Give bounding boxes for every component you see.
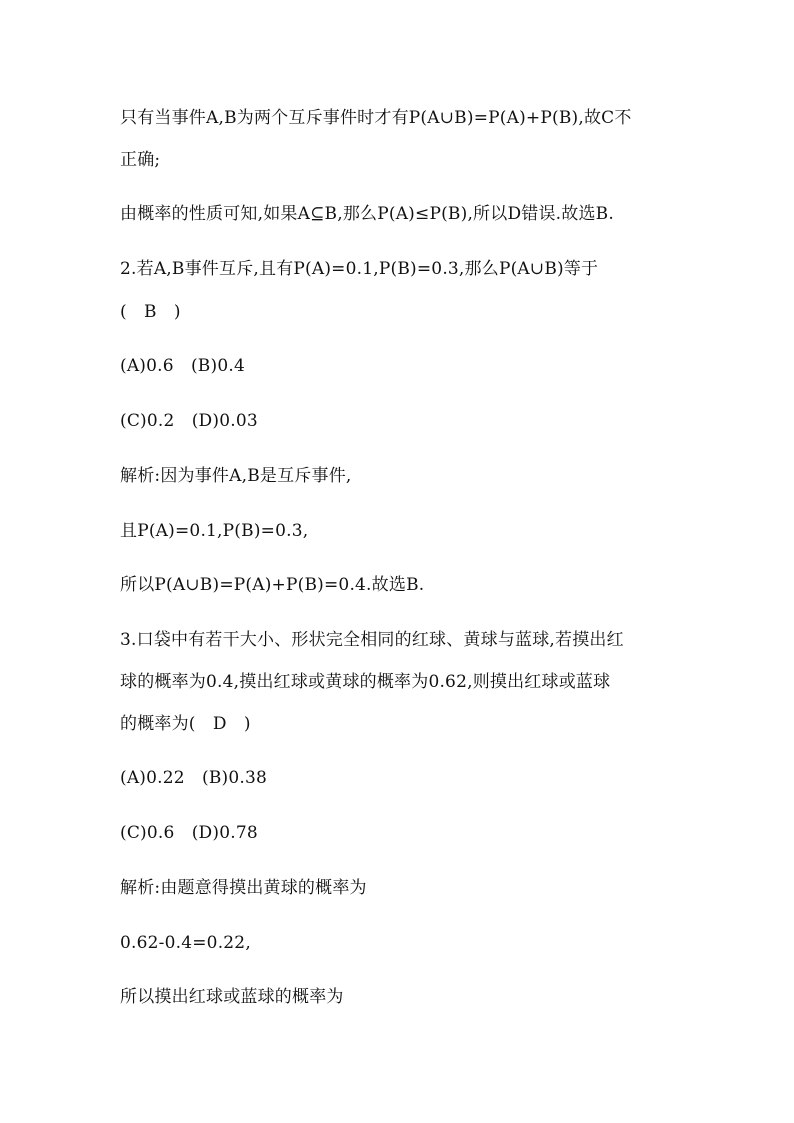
question-2-solution: 解析:因为事件A,B是互斥事件, <box>120 466 352 486</box>
question-2-solution: 所以P(A∪B)=P(A)+P(B)=0.4.故选B. <box>120 575 425 595</box>
question-3-solution: 所以摸出红球或蓝球的概率为 <box>120 987 344 1007</box>
text-line: 正确; <box>120 150 161 170</box>
question-3-stem: 球的概率为0.4,摸出红球或黄球的概率为0.62,则摸出红球或蓝球 <box>120 672 611 692</box>
question-3-solution: 0.62-0.4=0.22, <box>120 933 251 953</box>
question-2-options-cd: (C)0.2 (D)0.03 <box>120 411 258 431</box>
question-2-options-ab: (A)0.6 (B)0.4 <box>120 356 245 376</box>
question-3-options-cd: (C)0.6 (D)0.78 <box>120 823 258 843</box>
question-3-stem: 3.口袋中有若干大小、形状完全相同的红球、黄球与蓝球,若摸出红 <box>120 630 624 650</box>
question-3-solution: 解析:由题意得摸出黄球的概率为 <box>120 878 367 898</box>
question-2-solution: 且P(A)=0.1,P(B)=0.3, <box>120 521 309 541</box>
text-line: 只有当事件A,B为两个互斥事件时才有P(A∪B)=P(A)+P(B),故C不 <box>120 108 632 128</box>
question-3-options-ab: (A)0.22 (B)0.38 <box>120 768 268 788</box>
question-2-answer: ( B ) <box>120 302 181 322</box>
text-line: 由概率的性质可知,如果A⊆B,那么P(A)≤P(B),所以D错误.故选B. <box>120 204 614 224</box>
question-3-stem: 的概率为( D ) <box>120 714 251 734</box>
question-2-stem: 2.若A,B事件互斥,且有P(A)=0.1,P(B)=0.3,那么P(A∪B)等于 <box>120 259 599 279</box>
